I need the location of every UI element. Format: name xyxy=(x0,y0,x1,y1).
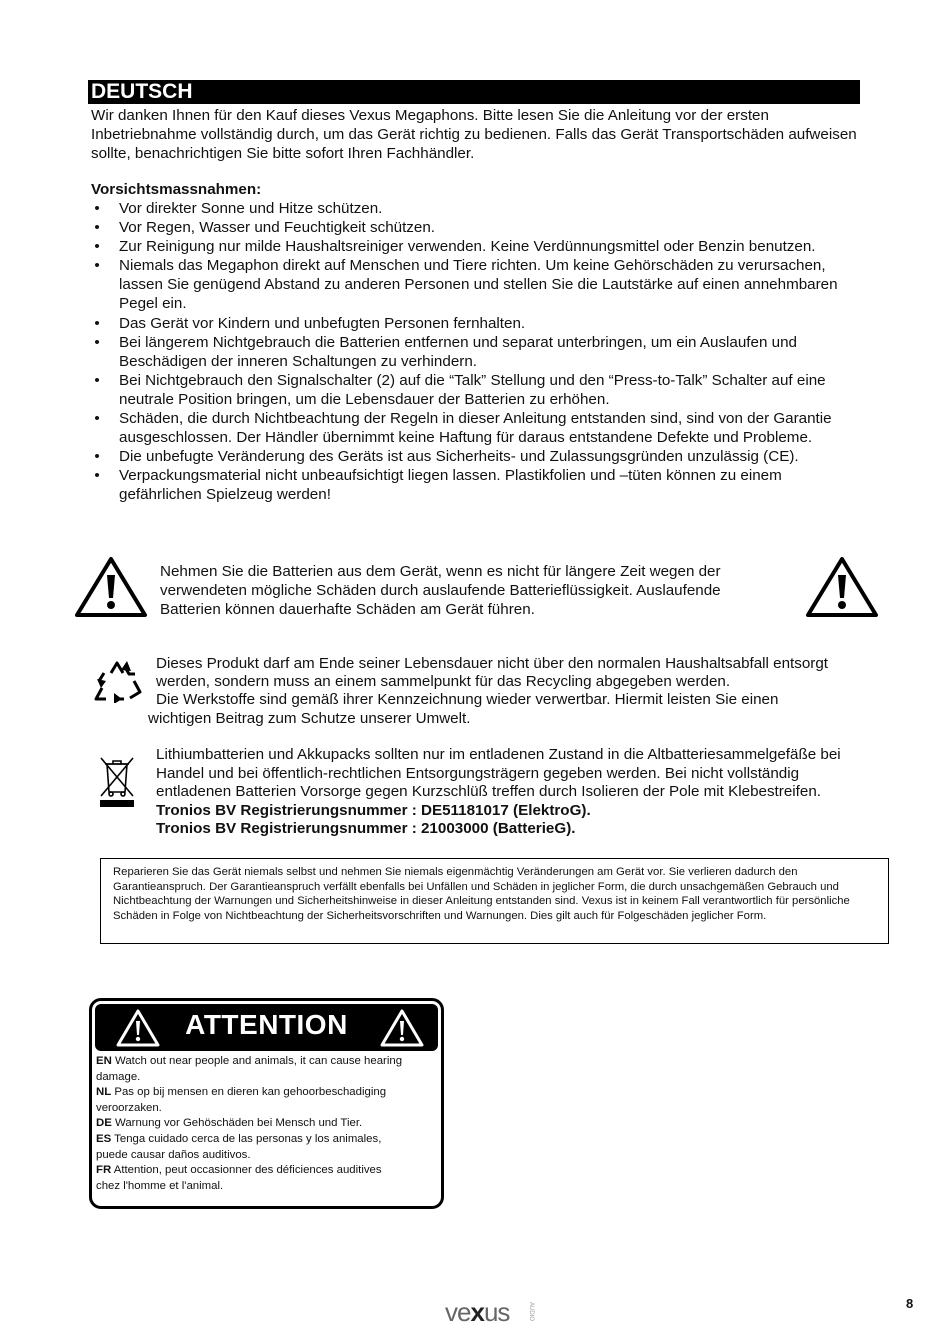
language-code: FR xyxy=(96,1164,112,1177)
language-code: EN xyxy=(96,1055,112,1067)
logo-part: ve xyxy=(445,1297,471,1327)
list-item-text: Bei Nichtgebrauch den Signalschalter (2) auf die “Talk” Stellung und den “Press-to-Talk” Schalter auf eine neutrale Position bringen, um die Lebensdauer der Batterien zu erhöhen. xyxy=(119,371,826,408)
page-number: 8 xyxy=(906,1296,914,1311)
list-item-text: Zur Reinigung nur milde Haushaltsreiniger verwenden. Keine Verdünnungsmittel oder Benzin benutzen. xyxy=(119,238,816,256)
attention-entry-nl xyxy=(96,1085,437,1101)
warning-triangle-icon xyxy=(379,1008,425,1048)
attention-line: Attention, peut occasionner des déficiences auditives xyxy=(113,1164,382,1177)
language-code: DE xyxy=(96,1117,112,1130)
list-item xyxy=(91,314,861,333)
logo-part: x xyxy=(470,1297,484,1327)
bullet: • xyxy=(94,219,100,237)
bullet: • xyxy=(94,333,100,351)
bullet: • xyxy=(94,200,100,217)
attention-line: Tenga cuidado cerca de las personas y los animales, xyxy=(114,1132,382,1145)
list-item xyxy=(91,409,861,447)
bullet: • xyxy=(94,371,100,389)
attention-entry-es xyxy=(96,1132,437,1148)
bullet: • xyxy=(94,467,100,485)
list-item-text: Bei längerem Nichtgebrauch die Batterien entfernen und separat unterbringen, um ein Auslaufen und Beschädigen der inneren Schaltungen zu verhindern. xyxy=(119,333,797,370)
attention-line: Watch out near people and animals, it can cause hearing xyxy=(115,1055,403,1067)
battery-warning-text: Nehmen Sie die Batterien aus dem Gerät, wenn es nicht für längere Zeit wegen der verwendeten mögliche Schäden durch auslaufende Batterieflüssigkeit. Auslaufende Batterien können dauerhafte Schäden am Gerät führen. xyxy=(160,563,721,618)
section-header xyxy=(88,80,860,104)
list-item xyxy=(91,466,861,504)
attention-entry-fr xyxy=(96,1163,437,1179)
attention-entry-es-cont: puede causar daños auditivos. xyxy=(96,1148,251,1161)
bullet: • xyxy=(94,410,100,428)
list-item-text: Niemals das Megaphon direkt auf Menschen und Tiere richten. Um keine Gehörschäden zu verursachen, lassen Sie genügend Abstand zu anderen Personen und stellen Sie die Lautstärke auf einen annehmbaren Pegel ein. xyxy=(119,257,838,313)
list-item xyxy=(91,256,861,313)
precautions-title: Vorsichtsmassnahmen: xyxy=(91,181,262,198)
attention-entry-de xyxy=(96,1116,437,1132)
attention-label xyxy=(89,998,444,1209)
crossed-bin-icon xyxy=(96,752,138,808)
list-item-text: Vor direkter Sonne und Hitze schützen. xyxy=(119,200,383,217)
logo-part: us xyxy=(483,1297,510,1327)
list-item-text: Das Gerät vor Kindern und unbefugten Personen fernhalten. xyxy=(119,314,526,332)
attention-entry-en xyxy=(96,1054,437,1070)
bullet: • xyxy=(94,314,100,332)
list-item xyxy=(91,218,861,237)
language-code: ES xyxy=(96,1132,112,1145)
list-item xyxy=(91,371,861,409)
warning-triangle-icon xyxy=(805,556,879,618)
attention-line: Warnung vor Gehöschäden bei Mensch und Tier. xyxy=(115,1117,363,1130)
list-item xyxy=(91,199,861,218)
list-item-text: Die unbefugte Veränderung des Geräts ist aus Sicherheits- und Zulassungsgründen unzulässig (CE). xyxy=(119,448,799,466)
recycling-text xyxy=(148,655,848,728)
recycling-line: Die Werkstoffe sind gemäß ihrer Kennzeichnung wieder verwertbar. Hiermit leisten Sie einen xyxy=(156,691,779,709)
attention-entry-en-cont: damage. xyxy=(96,1070,141,1083)
attention-body xyxy=(92,1054,441,1194)
recycling-line: Dieses Produkt darf am Ende seiner Lebensdauer nicht über den normalen Haushaltsabfall entsorgt werden, sondern muss an einem sammelpunkt für das Recycling abgegeben werden. xyxy=(156,655,829,691)
bullet: • xyxy=(94,448,100,466)
recycling-line: wichtigen Beitrag zum Schutze unserer Umwelt. xyxy=(148,709,471,727)
list-item xyxy=(91,237,861,256)
list-item xyxy=(91,447,861,466)
recycle-icon xyxy=(94,657,142,703)
list-item xyxy=(91,333,861,371)
list-item-text: Vor Regen, Wasser und Feuchtigkeit schützen. xyxy=(119,219,436,237)
precautions-list xyxy=(91,199,861,505)
repair-notice-box xyxy=(100,858,889,944)
battery-disposal-text xyxy=(156,746,876,839)
attention-entry-fr-cont: chez l'homme et l'animal. xyxy=(96,1179,224,1192)
warning-triangle-icon xyxy=(74,556,148,618)
attention-header xyxy=(95,1004,438,1051)
attention-title: ATTENTION xyxy=(185,1009,348,1040)
battery-disposal-paragraph: Lithiumbatterien und Akkupacks sollten nur im entladenen Zustand in die Altbatteriesammelgefäße bei Handel und bei öffentlich-rechtlichen Entsorgungsträgern gegeben werden. Bei nicht vollständig entladenen Batterien Vorsorge gegen Kurzschlüß treffen durch Isolieren der Pole mit Klebestreifen. xyxy=(156,746,841,801)
attention-line: Pas op bij mensen en dieren kan gehoorbeschadiging xyxy=(114,1086,387,1099)
logo-subtext: AUDIO xyxy=(528,1302,534,1322)
bullet: • xyxy=(94,238,100,256)
list-item-text: Schäden, die durch Nichtbeachtung der Regeln in dieser Anleitung entstanden sind, sind von der Garantie ausgeschlossen. Der Händler übernimmt keine Haftung für daraus entstandene Defekte und Probleme. xyxy=(119,410,832,447)
registration-number-elektrog: Tronios BV Registrierungsnummer : DE51181017 (ElektroG). xyxy=(156,801,591,819)
repair-notice-text: Reparieren Sie das Gerät niemals selbst und nehmen Sie niemals eigenmächtig Veränderungen am Gerät vor. Sie verlieren dadurch den Garantieanspruch. Der Garantieanspruch verfällt ebenfalls bei Unfällen und Schäden in jeglicher Form, die durch unsachgemäßen Gebrauch und Nichtbeachtung der Warnungen und Sicherheitshinweise in dieser Anleitung entstanden sind. Vexus ist in keinem Fall verantwortlich für persönliche Schäden in Folge von Nichtbeachtung der Sicherheitsvorschriften und Warnungen. Dies gilt auch für Folgeschäden jeglicher Form. xyxy=(113,866,850,922)
list-item-text: Verpackungsmaterial nicht unbeaufsichtigt liegen lassen. Plastikfolien und –tüten können zu einem gefährlichen Spielzeug werden! xyxy=(119,467,782,504)
registration-number-batterieg: Tronios BV Registrierungsnummer : 21003000 (BatterieG). xyxy=(156,820,576,838)
attention-entry-nl-cont: veroorzaken. xyxy=(96,1101,162,1114)
language-code: NL xyxy=(96,1086,112,1099)
vexus-logo xyxy=(445,1297,509,1328)
intro-paragraph: Wir danken Ihnen für den Kauf dieses Vexus Megaphons. Bitte lesen Sie die Anleitung vor der ersten Inbetriebnahme vollständig durch, um das Gerät richtig zu bedienen. Falls das Gerät Transportschäden aufweisen sollte, benachrichtigen Sie bitte sofort Ihren Fachhändler. xyxy=(91,107,857,162)
bullet: • xyxy=(94,257,100,275)
section-title: DEUTSCH xyxy=(91,80,193,103)
